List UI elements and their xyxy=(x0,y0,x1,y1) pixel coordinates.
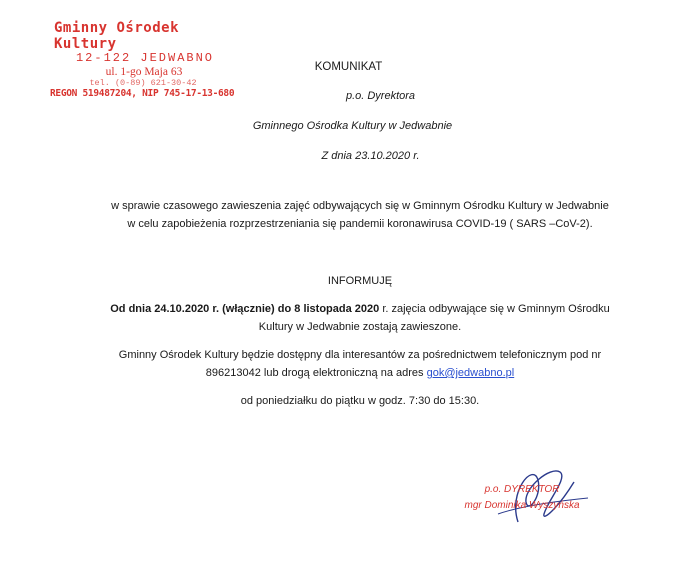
stamp-regon-nip: REGON 519487204, NIP 745-17-13-680 xyxy=(50,87,235,99)
issuer-role: p.o. Dyrektora xyxy=(345,90,416,102)
office-hours: od poniedziałku do piątku w godz. 7:30 do 15:30. xyxy=(240,395,480,407)
contact-line-2 xyxy=(100,364,620,382)
document-title: KOMUNIKAT xyxy=(314,61,383,73)
stamp-name: Gminny Ośrodek Kultury xyxy=(54,20,180,53)
contact-line-1: Gminny Ośrodek Kultury będzie dostępny dla interesantów za pośrednictwem telefonicznym pod nr xyxy=(118,349,602,361)
institution-stamp xyxy=(50,20,235,100)
suspension-dates: Od dnia 24.10.2020 r. (włącznie) do 8 listopada 2020 xyxy=(110,303,380,315)
document-date: Z dnia 23.10.2020 r. xyxy=(321,150,420,162)
stamp-postcode: 12-122 JEDWABNO xyxy=(75,51,215,66)
signature-title: p.o. DYREKTOR xyxy=(484,484,560,495)
suspension-paragraph xyxy=(100,300,620,336)
suspension-line-2: Kultury w Jedwabnie zostają zawieszone. xyxy=(258,321,462,333)
informuje-heading: INFORMUJĘ xyxy=(327,275,393,287)
contact-phone-text: 896213042 lub drogą elektroniczną na adres xyxy=(205,367,427,379)
suspension-line-1 xyxy=(100,300,620,318)
email-link[interactable]: gok@jedwabno.pl xyxy=(426,367,515,379)
subject-line-1: w sprawie czasowego zawieszenia zajęć odbywających się w Gminnym Ośrodku Kultury w Jedwabnie xyxy=(111,200,609,212)
signature-name: mgr Dominika Wyszyńska xyxy=(464,500,580,511)
contact-paragraph xyxy=(100,346,620,382)
suspension-text: r. zajęcia odbywające się w Gminnym Ośrodku xyxy=(379,303,610,315)
subject-line-2: w celu zapobieżenia rozprzestrzeniania się pandemii koronawirusa COVID-19 ( SARS –CoV-2). xyxy=(127,218,593,230)
signature-block xyxy=(452,482,592,514)
subject-paragraph xyxy=(100,197,620,233)
issuer-institution: Gminnego Ośrodka Kultury w Jedwabnie xyxy=(252,120,453,132)
stamp-phone: tel. (0-89) 621-30-42 xyxy=(89,78,197,89)
stamp-street: ul. 1-go Maja 63 xyxy=(105,65,183,78)
